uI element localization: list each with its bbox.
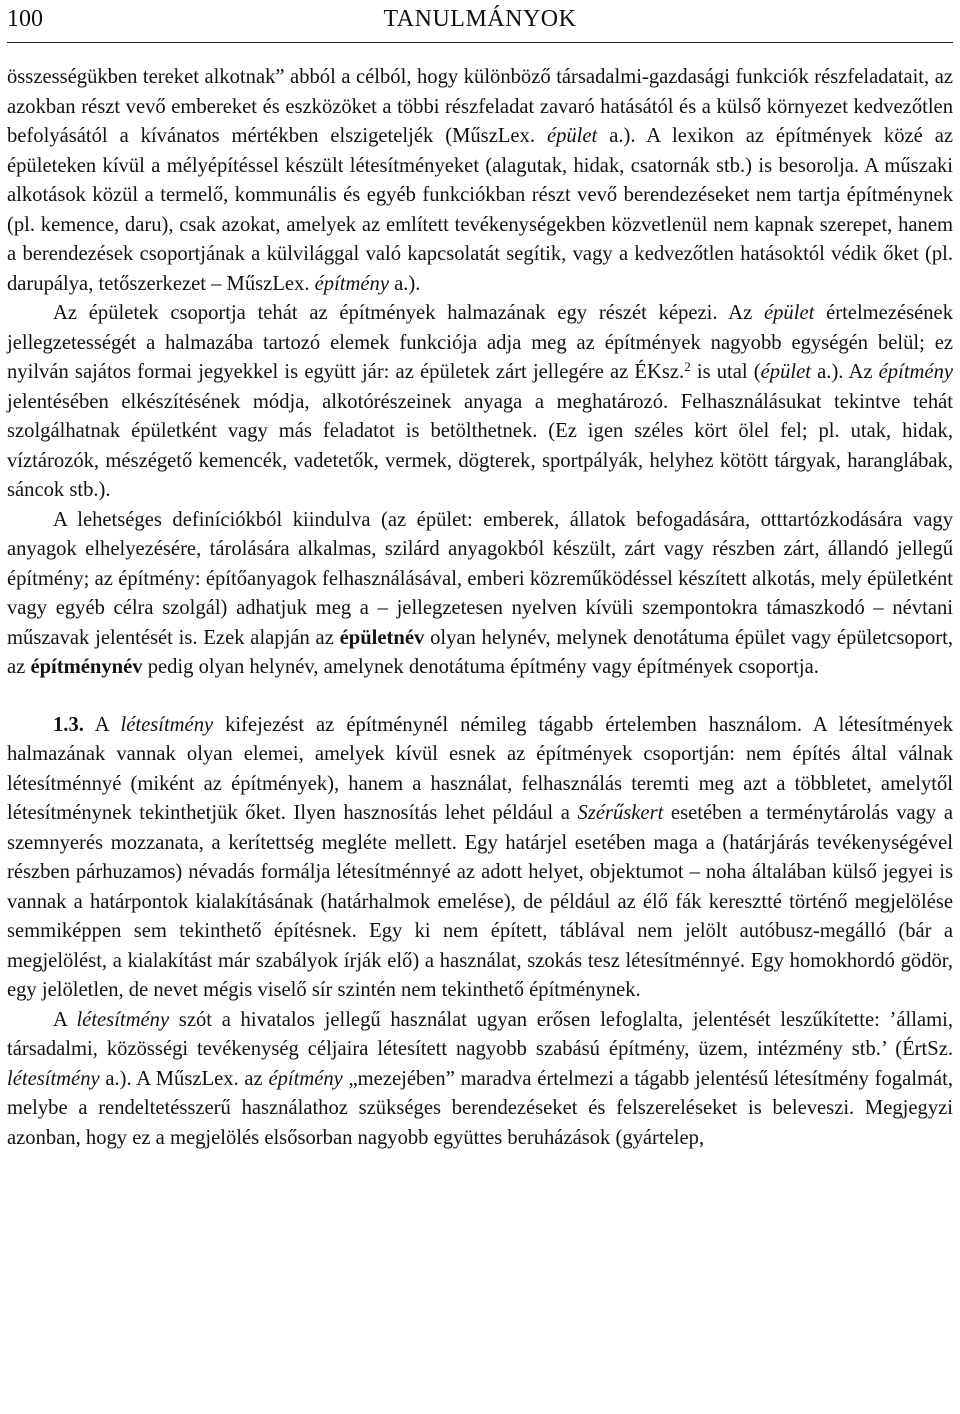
italic-term: Szérűskert (577, 802, 664, 824)
text-run: értelmezésének jellegzetességét a halmazába tartozó elemek funkciója adja meg az építmények nagyobb egységén belül; ez nyilván sajátos formai jegyekkel is együtt jár: az épületek zárt jellegére az ÉKsz. (7, 302, 953, 383)
page-number: 100 (7, 6, 43, 32)
paragraph (7, 1006, 953, 1154)
running-header (7, 0, 953, 43)
bold-term: 1.3. (53, 713, 84, 736)
text-run: jelentésében elkészítésének módja, alkotórészeinek anyaga a meghatározó. Felhasználásukat tekintve tehát szolgálhatnak épületként vagy más feladatot is betölthetnek. (Ez igen széles kört ölel fel; pl. utak, hidak, víztározók, mészégető kemencék, vadetetők, vermek, dögterek, sportpályák, helyhez kötött tárgyak, haranglábak, sáncok stb.). (7, 390, 953, 501)
text-run: A lehetséges definíciókból kiindulva (az épület: emberek, állatok befogadására, otttartózkodására vagy anyagok elhelyezésére, tárolására alkalmas, szilárd anyagokból készült, zárt vagy részben zárt, állandó jellegű építmény; az építmény: építőanyagok felhasználásával, emberi közreműködéssel készített alkotás, mely épületként vagy egyéb célra szolgál) adhatjuk meg a – jellegzetesen nyelven kívüli szempontokra támaszkodó – névtani műszavak jelentését is. Ezek alapján az (7, 508, 953, 649)
text-run: kifejezést az építménynél némileg tágabb értelemben használom. A létesítmények halmazának vannak olyan elemei, amelyek kívül esnek az építmények csoportján: nem építés által válnak létesítménnyé (miként az építmények), hanem a használat, felhasználás teremti meg azt a többletet, amelytől létesítménynek tekinthetjük őket. Ilyen hasznosítás lehet például a (7, 713, 953, 824)
bold-term: építménynév (30, 656, 143, 678)
running-title: TANULMÁNYOK (383, 6, 577, 32)
text-run: A (83, 713, 121, 736)
italic-term: épület (760, 361, 811, 383)
paragraph (7, 63, 953, 299)
text-run: A (53, 1008, 77, 1031)
italic-term: építmény (878, 361, 954, 383)
text-run: a.). A lexikon az építmények közé az épületeken kívül a mélyépítéssel készült létesítményeket (alagutak, hidak, csatornák stb.) is besorolja. A műszaki alkotások közül a termelő, kommunális és egyéb funkciókban részt vevő berendezéseket nem tartja építménynek (pl. kemence, daru), csak azokat, amelyek az említett tevékenységekben közvetlenül nem kapnak szerepet, hanem a berendezések csoportjának a külvilággal való kapcsolatát segítik, vagy a kedvezőtlen hatásoktól védik őket (pl. darupálya, tetőszerkezet – MűszLex. (7, 125, 954, 295)
paragraph (7, 506, 953, 683)
text-run: összességükben tereket alkotnak” abból a célból, hogy különböző társadalmi-gazdasági funkciók részfeladatait, az azokban részt vevő embereket és eszközöket a többi részfeladat zavaró hatásától és a külső környezet kedvezőtlen befolyásától a kívánatos mértékben elszigeteljék (MűszLex. (7, 66, 953, 147)
text-run: „mezejében” maradva értelmezi a tágabb jelentésű létesítmény fogalmát, melybe a rendeltetésszerű használathoz szükséges berendezéseket és felszereléseket is beleveszi. Megjegyzi azonban, hogy ez a megjelölés elsősorban nagyobb együttes beruházások (gyártelep, (7, 1067, 953, 1149)
text-run: a.). Az (811, 361, 879, 383)
article-body (7, 63, 953, 1153)
italic-term: épület (763, 302, 815, 324)
italic-term: épület (546, 125, 598, 147)
text-run: olyan helynév, melynek denotátuma épület vagy épületcsoport, az (7, 626, 953, 678)
italic-term: építmény (314, 272, 389, 295)
superscript: 2 (684, 359, 691, 374)
text-run: a.). (388, 272, 421, 295)
text-run: szót a hivatalos jellegű használat ugyan erősen lefoglalta, jelentését leszűkítette: ’állami, társadalmi, közösségi tevékenység céljaira létesített nagyobb szabású építmény, üzem, intézmény stb.’ (ÉrtSz. (7, 1008, 953, 1060)
italic-term: építmény (268, 1067, 343, 1090)
text-run: a.). A MűszLex. az (99, 1067, 269, 1090)
paragraph (7, 711, 953, 1006)
bold-term: épületnév (339, 626, 425, 649)
paragraph (7, 299, 953, 506)
italic-term: létesítmény (7, 1067, 100, 1090)
text-run: Az épületek csoportja tehát az építmények halmazának egy részét képezi. Az (53, 302, 764, 324)
italic-term: létesítmény (76, 1008, 170, 1031)
text-run: pedig olyan helynév, amelynek denotátuma építmény vagy építmények csoportja. (142, 656, 819, 678)
text-run: is utal ( (690, 361, 761, 383)
text-run: esetében a terménytárolás vagy a szemnyerés mozzanata, a kerítettség megléte mellett. Egy határjel esetében maga a (határjárás tevékenységével részben párhuzamos) névadás formálja létesítménnyé az adott helyet, objektumot – noha általában külső jegyei is vannak a határpontok kialakításának (határhalmok emelése), de például az élő fák keresztté történő megjelölése semmiképpen sem tekinthető építésnek. Egy ki nem épített, táblával nem jelölt autóbusz-megálló (bár a megjelölést, a kialakítást már szabályok írják elő) a használat, szokás tesz létesítménnyé. Egy homokhordó gödör, egy jelöletlen, de nevet mégis viselő sír szintén nem tekinthető építménynek. (7, 802, 953, 1001)
italic-term: létesítmény (120, 713, 214, 736)
